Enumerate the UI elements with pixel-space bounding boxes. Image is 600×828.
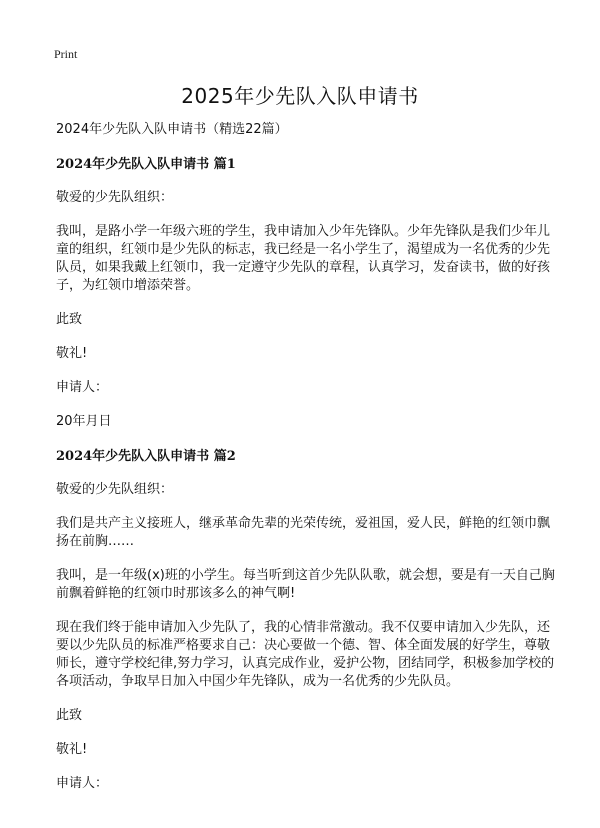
greeting: 敬爱的少先队组织： <box>56 190 174 205</box>
applicant-line: 申请人： <box>56 776 109 791</box>
section-2 <box>56 448 556 793</box>
body-paragraph: 我叫，是路小学一年级六班的学生，我申请加入少年先锋队。少年先锋队是我们少年儿童的组织，红领巾是少先队的标志，我已经是一名小学生了，渴望成为一名优秀的少先队员，如果我戴上红领巾，我一定遵守少先队的章程，认真学习，发奋读书，做的好孩子，为红领巾增添荣誉。 <box>56 224 551 293</box>
applicant-line: 申请人： <box>56 380 109 395</box>
section-1 <box>56 156 556 431</box>
date-line: 20年月日 <box>56 414 112 429</box>
section-heading: 2024年少先队入队申请书 篇1 <box>56 157 236 172</box>
document-subtitle: 2024年少先队入队申请书（精选22篇） <box>56 122 288 137</box>
body-paragraph: 我们是共产主义接班人，继承革命先辈的光荣传统，爱祖国，爱人民，鲜艳的红领巾飘扬在前胸…… <box>56 516 551 549</box>
print-link[interactable]: Print <box>54 47 78 61</box>
document-title: 2025年少先队入队申请书 <box>181 84 419 108</box>
document-body <box>56 121 556 809</box>
greeting: 敬爱的少先队组织： <box>56 482 174 497</box>
salute-line: 敬礼! <box>56 346 88 361</box>
body-paragraph: 现在我们终于能申请加入少先队了，我的心情非常激动。我不仅要申请加入少先队，还要以少先队员的标准严格要求自己：决心要做一个德、智、体全面发展的好学生，尊敬师长，遵守学校纪律,努力学习，认真完成作业，爱护公物，团结同学，积极参加学校的各项活动，争取早日加入中国少年先锋队，成为一名优秀的少先队员。 <box>56 620 555 689</box>
body-paragraph: 我叫，是一年级(x)班的小学生。每当听到这首少先队队歌，就会想，要是有一天自己胸前飘着鲜艳的红领巾时那该多么的神气啊! <box>56 568 555 601</box>
closing-line: 此致 <box>56 312 83 327</box>
section-heading: 2024年少先队入队申请书 篇2 <box>56 449 236 464</box>
closing-line: 此致 <box>56 708 83 723</box>
salute-line: 敬礼! <box>56 742 88 757</box>
